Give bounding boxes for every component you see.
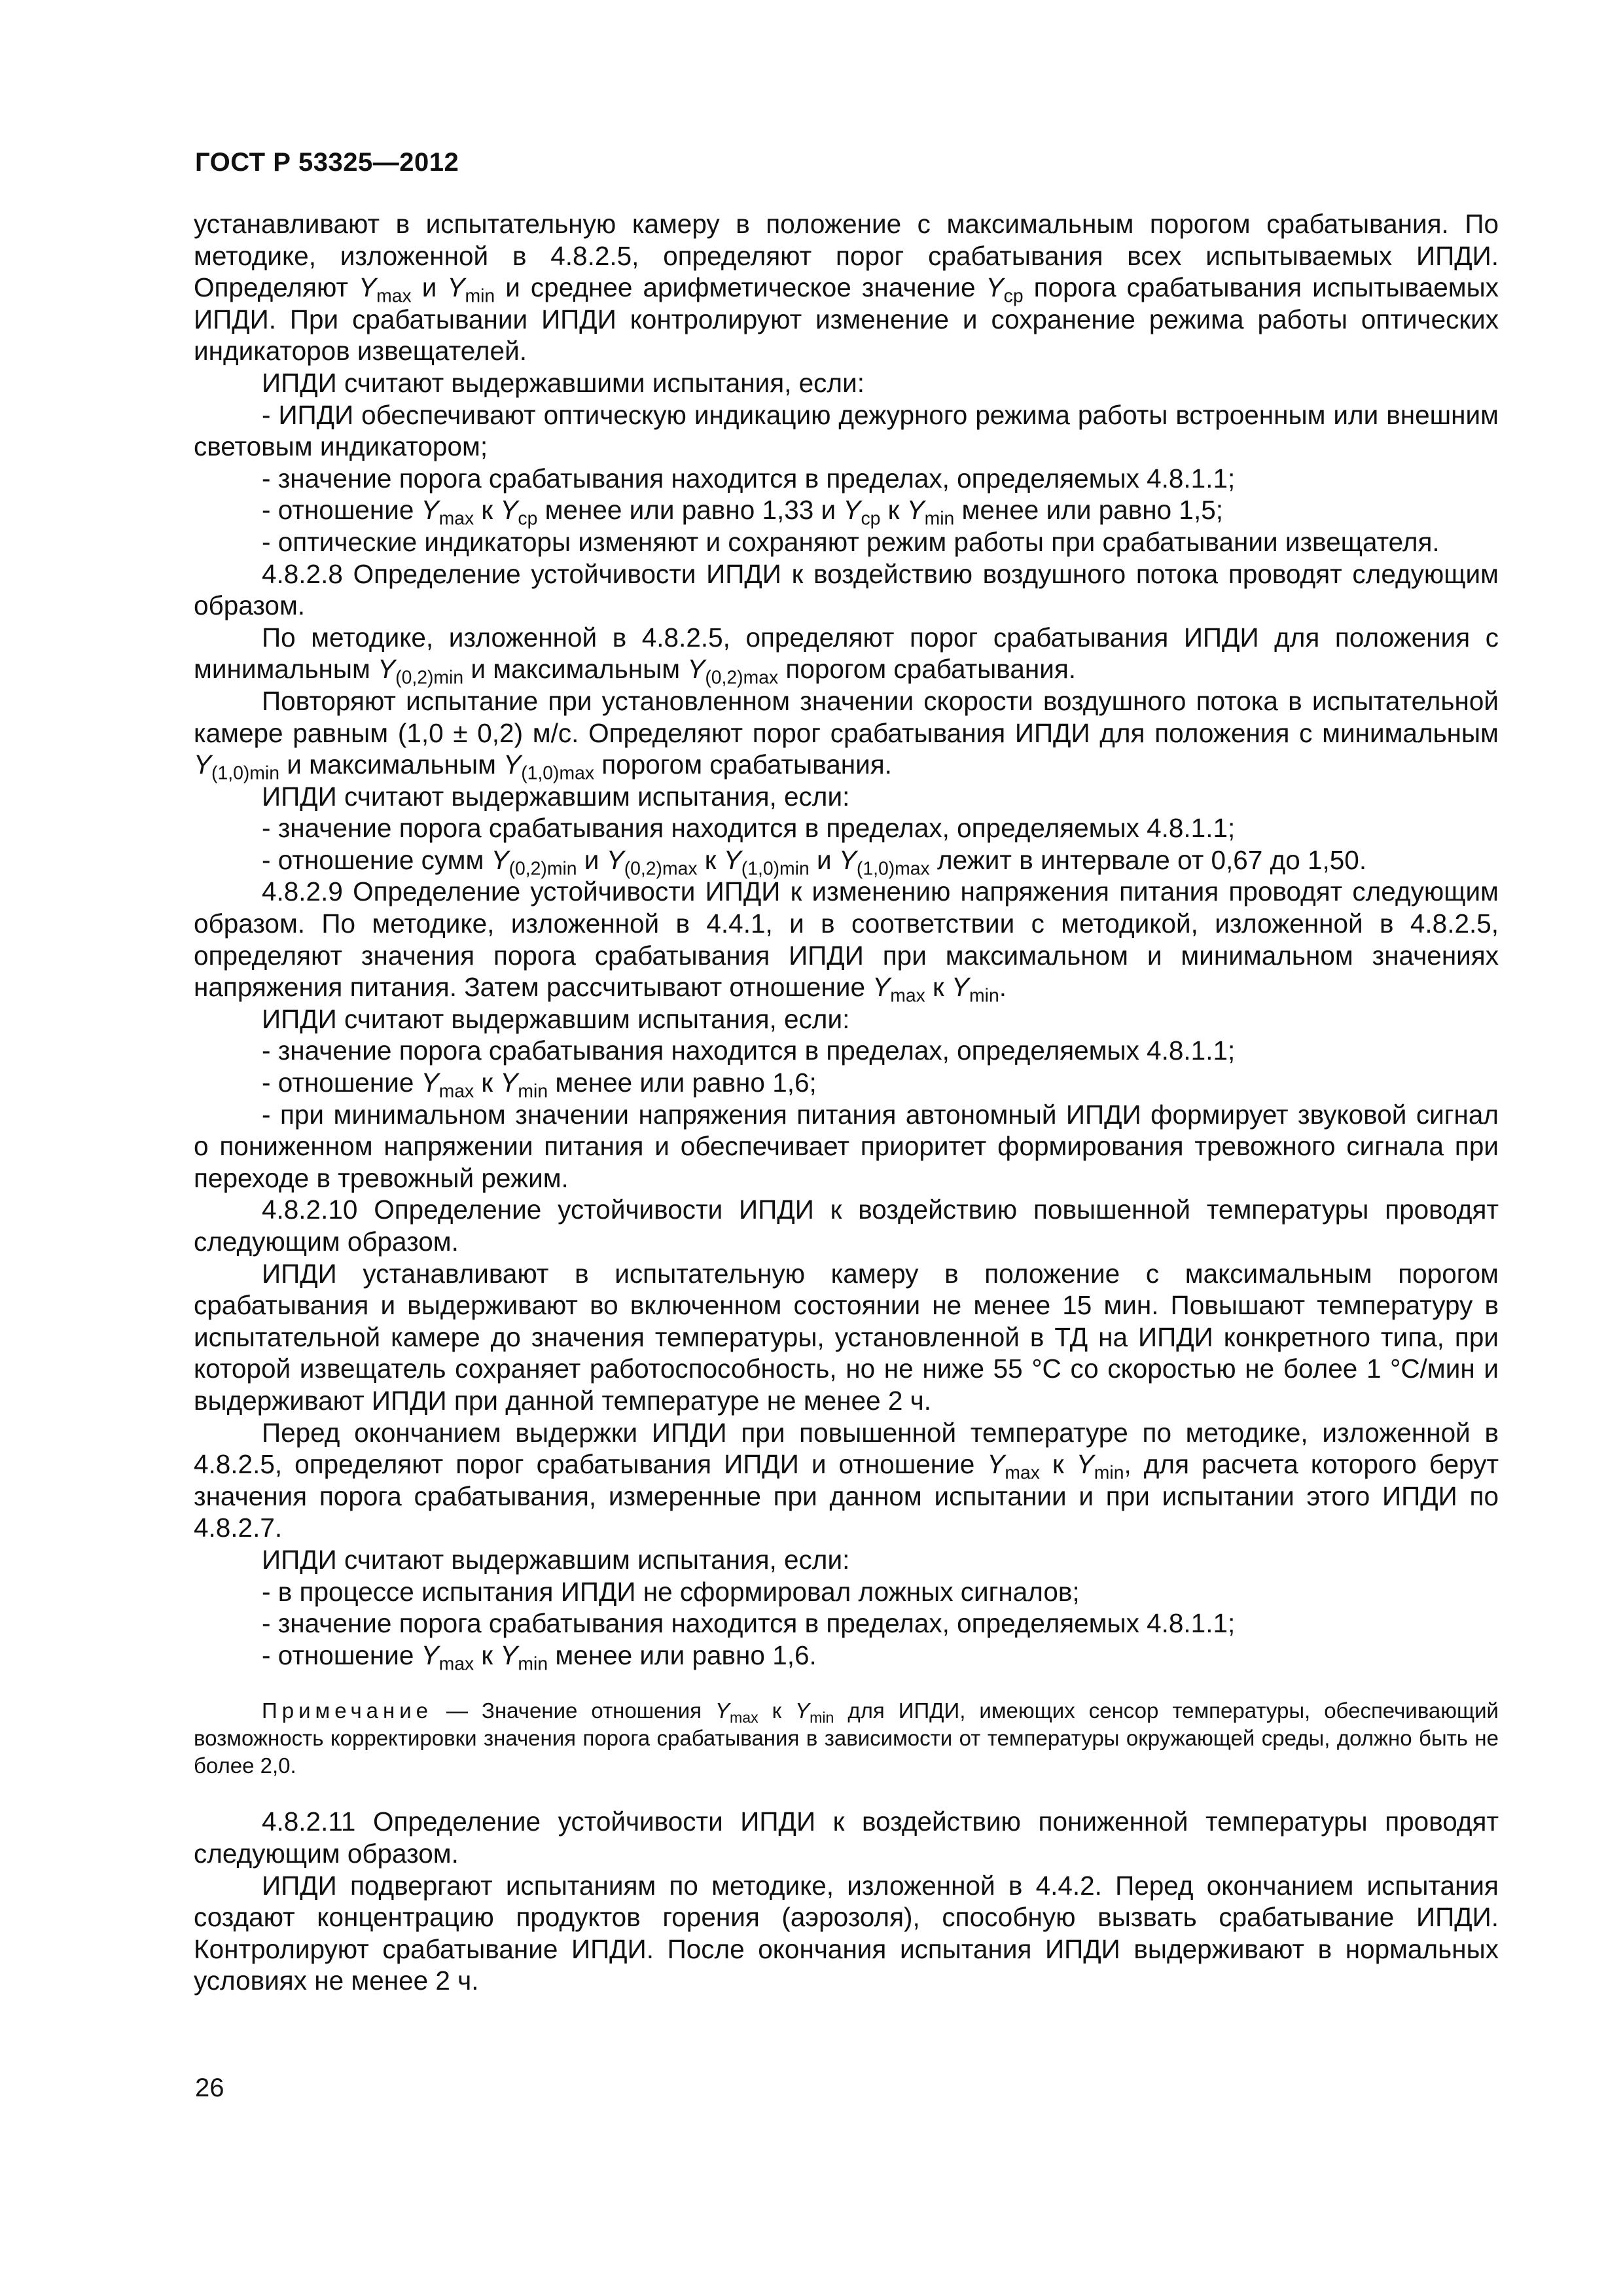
text: и среднее арифметическое значение <box>495 272 986 303</box>
paragraph <box>194 208 1499 367</box>
list-item: - значение порога срабатывания находится в пределах, определяемых 4.8.1.1; <box>262 813 1236 844</box>
subscript: (0,2)max <box>624 858 698 880</box>
text: . <box>999 972 1007 1003</box>
symbol: Y <box>500 495 518 526</box>
symbol: Y <box>795 1698 810 1723</box>
text: - отношение сумм <box>262 844 491 875</box>
list-item <box>194 844 1499 880</box>
text: к <box>758 1698 796 1723</box>
page-header: ГОСТ Р 53325—2012 <box>195 148 459 177</box>
text: , для расчета которого берут значения порога срабатывания, измеренные при данном испытании и при испытании этого ИПДИ по 4.8.2.7. <box>194 1449 1499 1543</box>
symbol: Y <box>421 1067 439 1098</box>
text: - отношение <box>262 1067 421 1098</box>
paragraph: ИПДИ устанавливают в испытательную камеру в положение с максимальным порогом срабатывания и выдерживают во включенном состоянии не менее 15 мин. Повышают температуру в испытательной камере до значения температуры, установленной в ТД на ИПДИ конкретного типа, при которой извещатель сохраняет работоспособность, но не ниже 55 °С со скоростью не более 1 °С/мин и выдерживают ИПДИ при данной температуре не менее 2 ч. <box>194 1258 1499 1416</box>
symbol: Y <box>872 972 891 1003</box>
subscript: ср <box>861 508 881 529</box>
symbol: Y <box>194 749 212 780</box>
list-item: - значение порога срабатывания находится в пределах, определяемых 4.8.1.1; <box>262 1035 1236 1066</box>
text: к <box>474 1067 501 1098</box>
paragraph: ИПДИ считают выдержавшим испытания, если: <box>262 1544 850 1575</box>
subscript: min <box>465 285 495 307</box>
text: 4.8.2.9 Определение устойчивости ИПДИ к изменению напряжения питания проводят следующим образом. По методике, изложенной в 4.4.1, и в соответствии с методикой, изложенной в 4.8.2.5, определяют значения порога срабатывания ИПДИ при максимальном и минимальном значениях напряжения питания. Затем рассчитывают отношение <box>194 876 1499 1003</box>
text: к <box>474 1640 501 1670</box>
text: Повторяют испытание при установленном значении скорости воздушного потока в испытательной камере равным (1,0 ± 0,2) м/с. Определяют порог срабатывания ИПДИ для положения с минимальным <box>194 685 1499 748</box>
subscript: max <box>438 1081 474 1102</box>
text: менее или равно 1,6. <box>548 1640 817 1670</box>
text: - отношение <box>262 495 421 526</box>
section-paragraph: 4.8.2.10 Определение устойчивости ИПДИ к воздействию повышенной температуры проводят следующим образом. <box>194 1194 1499 1257</box>
subscript: min <box>969 985 999 1007</box>
list-item: - оптические индикаторы изменяют и сохраняют режим работы при срабатывании извещателя. <box>262 526 1440 557</box>
text: По методике, изложенной в 4.8.2.5, определяют порог срабатывания ИПДИ для положения с минимальным <box>194 622 1499 685</box>
text: к <box>880 495 907 526</box>
subscript: max <box>1005 1462 1040 1484</box>
subscript: max <box>890 985 925 1007</box>
subscript: min <box>810 1709 834 1727</box>
list-item <box>194 1067 1499 1102</box>
symbol: Y <box>986 272 1004 303</box>
text: менее или равно 1,33 и <box>537 495 844 526</box>
subscript: min <box>1094 1462 1124 1484</box>
list-item: - значение порога срабатывания находится в пределах, определяемых 4.8.1.1; <box>262 463 1236 493</box>
paragraph: ИПДИ считают выдержавшим испытания, если: <box>262 1003 850 1034</box>
subscript: max <box>730 1709 758 1727</box>
text: порогом срабатывания. <box>778 654 1077 685</box>
subscript: ср <box>518 508 538 529</box>
symbol: Y <box>378 654 396 685</box>
symbol: Y <box>906 495 925 526</box>
text: — Значение отношения <box>433 1698 716 1723</box>
document-body <box>194 208 1499 1997</box>
symbol: Y <box>421 495 439 526</box>
text: лежит в интервале от 0,67 до 1,50. <box>929 844 1367 875</box>
section-paragraph <box>194 876 1499 1007</box>
text: и <box>411 272 448 303</box>
list-item: - при минимальном значении напряжения питания автономный ИПДИ формирует звуковой сигнал о пониженном напряжении питания и обеспечивает приоритет формирования тревожного сигнала при переходе в тревожный режим. <box>194 1099 1499 1193</box>
subscript: (0,2)min <box>508 858 577 880</box>
subscript: (0,2)max <box>705 667 779 689</box>
paragraph <box>194 1417 1499 1544</box>
paragraph <box>194 622 1499 689</box>
text: и максимальным <box>463 654 688 685</box>
symbol: Y <box>359 272 377 303</box>
symbol: Y <box>843 495 861 526</box>
list-item: - в процессе испытания ИПДИ не сформировал ложных сигналов; <box>262 1576 1080 1607</box>
text: - отношение <box>262 1640 421 1670</box>
section-paragraph: 4.8.2.11 Определение устойчивости ИПДИ к воздействию пониженной температуры проводят следующим образом. <box>194 1806 1499 1869</box>
symbol: Y <box>500 1640 518 1670</box>
symbol: Y <box>503 749 522 780</box>
text: и <box>577 844 607 875</box>
text: к <box>1039 1449 1077 1480</box>
symbol: Y <box>723 844 741 875</box>
symbol: Y <box>687 654 705 685</box>
subscript: min <box>518 1081 548 1102</box>
text: к <box>697 844 724 875</box>
text: порогом срабатывания. <box>594 749 892 780</box>
list-item: - значение порога срабатывания находится в пределах, определяемых 4.8.1.1; <box>262 1608 1236 1639</box>
text: устанавливают в испытательную камеру в положение с максимальным порогом срабатывания. По методике, изложенной в 4.8.2.5, определяют порог срабатывания всех испытываемых ИПДИ. Определяют <box>194 209 1499 303</box>
page-number: 26 <box>195 2073 224 2102</box>
symbol: Y <box>491 844 509 875</box>
subscript: max <box>376 285 412 307</box>
paragraph: ИПДИ считают выдержавшим испытания, если: <box>262 781 850 812</box>
section-paragraph: 4.8.2.8 Определение устойчивости ИПДИ к воздействию воздушного потока проводят следующим образом. <box>194 558 1499 621</box>
note-label: Примечание <box>262 1698 433 1723</box>
subscript: (1,0)max <box>521 762 595 784</box>
text: для ИПДИ, имеющих сенсор температуры, обеспечивающий возможность корректировки значения порога срабатывания в зависимости от температуры окружающей среды, должно быть не более 2,0. <box>194 1698 1499 1778</box>
symbol: Y <box>987 1449 1005 1480</box>
symbol: Y <box>500 1067 518 1098</box>
text: порога срабатывания испытываемых ИПДИ. При срабатывании ИПДИ контролируют изменение и сохранение режима работы оптических индикаторов извещателей. <box>194 272 1499 367</box>
subscript: (1,0)max <box>856 858 930 880</box>
text: менее или равно 1,5; <box>954 495 1223 526</box>
paragraph <box>194 685 1499 784</box>
subscript: (0,2)min <box>395 667 464 689</box>
paragraph: ИПДИ подвергают испытаниям по методике, изложенной в 4.4.2. Перед окончанием испытания создают концентрацию продуктов горения (аэрозоля), способную вызвать срабатывание ИПДИ. Контролируют срабатывание ИПДИ. После окончания испытания ИПДИ выдерживают в нормальных условиях не менее 2 ч. <box>194 1870 1499 1996</box>
subscript: min <box>518 1653 548 1675</box>
text: и максимальным <box>279 749 504 780</box>
subscript: max <box>438 508 474 529</box>
list-item <box>194 494 1499 529</box>
paragraph: ИПДИ считают выдержавшими испытания, если: <box>262 367 865 398</box>
text: Перед окончанием выдержки ИПДИ при повышенной температуре по методике, изложенной в 4.8.2.5, определяют порог срабатывания ИПДИ и отношение <box>194 1417 1499 1480</box>
subscript: max <box>438 1653 474 1675</box>
symbol: Y <box>715 1698 730 1723</box>
symbol: Y <box>606 844 624 875</box>
subscript: (1,0)min <box>741 858 810 880</box>
symbol: Y <box>952 972 970 1003</box>
subscript: ср <box>1003 285 1024 307</box>
text: менее или равно 1,6; <box>548 1067 817 1098</box>
list-item: - ИПДИ обеспечивают оптическую индикацию дежурного режима работы встроенным или внешним световым индикатором; <box>194 399 1499 462</box>
text: к <box>474 495 501 526</box>
note <box>194 1697 1499 1780</box>
symbol: Y <box>421 1640 439 1670</box>
text: и <box>809 844 839 875</box>
symbol: Y <box>447 272 465 303</box>
list-item <box>194 1640 1499 1675</box>
subscript: min <box>924 508 955 529</box>
text: к <box>925 972 952 1003</box>
subscript: (1,0)min <box>211 762 279 784</box>
symbol: Y <box>1076 1449 1094 1480</box>
symbol: Y <box>838 844 857 875</box>
